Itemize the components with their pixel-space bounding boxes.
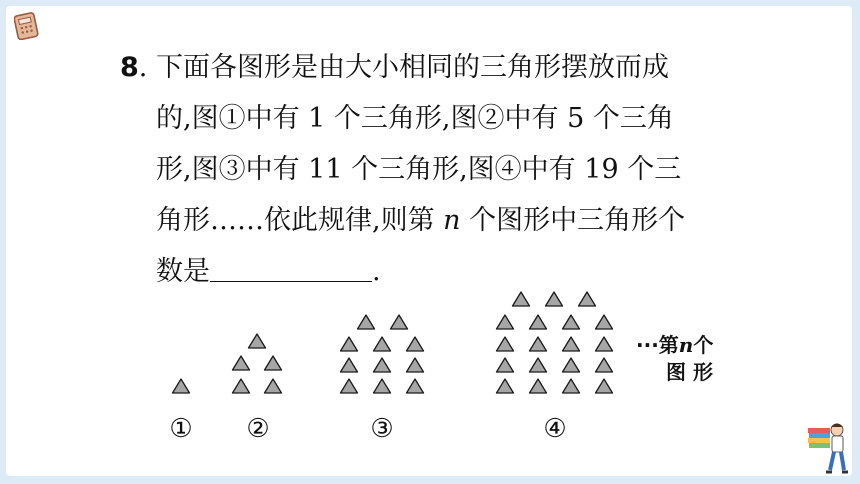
triangle-fig3-10 [374,379,391,393]
triangle-fig4-11 [596,337,613,351]
problem-line-4: 角形……依此规律,则第 n 个图形中三角形个 [156,205,686,236]
triangle-fig3-3 [341,337,358,351]
triangle-fig3-1 [358,315,375,329]
triangle-fig4-4 [497,315,514,329]
triangle-fig4-16 [497,379,514,393]
triangle-fig4-7 [596,315,613,329]
problem-line-1: 8. 下面各图形是由大小相同的三角形摆放而成 [120,52,669,83]
triangle-fig4-10 [563,337,580,351]
kid-carrying-books-icon [804,418,850,480]
triangle-fig2-1 [249,334,266,348]
triangle-fig4-12 [497,358,514,372]
triangle-fig4-6 [563,315,580,329]
triangle-fig1-1 [173,379,190,393]
triangle-fig4-5 [530,315,547,329]
triangle-fig4-9 [530,337,547,351]
triangle-fig2-2 [233,356,250,370]
variable-n: n [443,205,461,236]
triangle-fig4-8 [497,337,514,351]
triangle-fig4-14 [563,358,580,372]
triangle-fig4-3 [579,292,596,306]
triangle-fig3-8 [407,358,424,372]
nth-figure-label: ···第n个 图 形 [636,333,714,384]
figure-label-2: ② [246,414,270,444]
figure-label-3: ③ [370,414,394,444]
question-number: 8 [120,52,139,83]
triangle-fig4-17 [530,379,547,393]
problem-line-2: 的,图①中有 1 个三角形,图②中有 5 个三角 [156,103,674,134]
triangle-fig3-11 [407,379,424,393]
problem-line-5: 数是 . [120,246,760,297]
triangle-fig3-7 [374,358,391,372]
triangle-fig4-15 [596,358,613,372]
triangle-fig3-9 [341,379,358,393]
triangle-fig4-13 [530,358,547,372]
triangle-fig4-18 [563,379,580,393]
triangle-fig2-4 [233,379,250,393]
triangle-fig2-3 [265,356,282,370]
figure-label-1: ① [169,414,193,444]
triangle-fig3-2 [391,315,408,329]
triangle-fig4-2 [546,292,563,306]
triangle-fig3-6 [341,358,358,372]
triangle-fig4-1 [513,292,530,306]
figure-label-4: ④ [543,414,567,444]
triangle-fig2-5 [265,379,282,393]
triangle-fig3-5 [407,337,424,351]
triangle-fig3-4 [374,337,391,351]
problem-line-3: 形,图③中有 11 个三角形,图④中有 19 个三 [156,154,682,185]
triangle-fig4-19 [596,379,613,393]
